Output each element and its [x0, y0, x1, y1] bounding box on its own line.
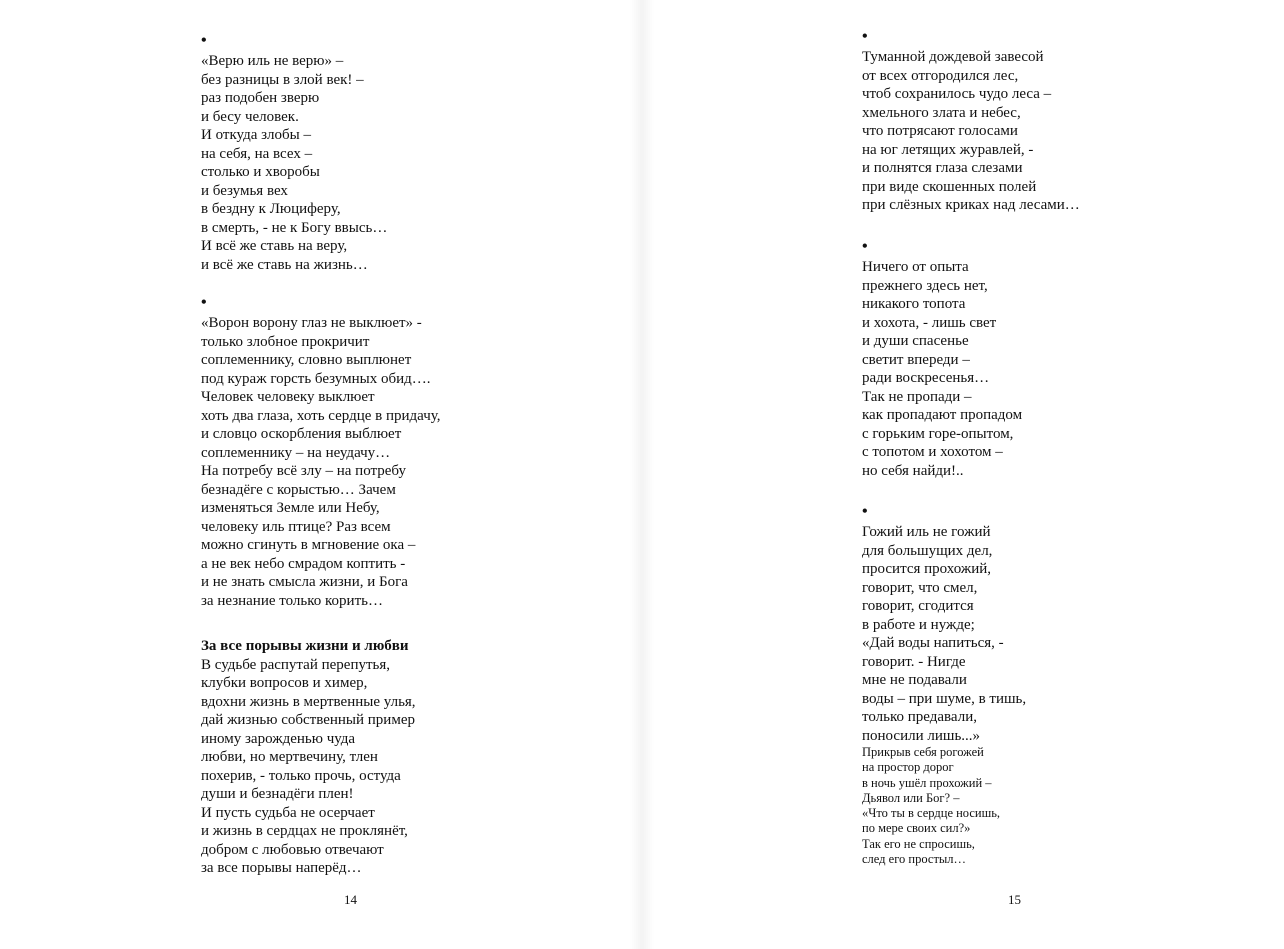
poem-line: за незнание только корить…: [201, 592, 383, 609]
poem-block: [862, 240, 1022, 480]
poem-block: [201, 637, 416, 878]
poem-line: похерив, - только прочь, остуда: [201, 767, 401, 784]
bullet-mark: •: [862, 503, 868, 520]
poem-line: столько и хворобы: [201, 164, 320, 180]
bullet-mark: •: [862, 28, 868, 45]
poem-block: [201, 296, 441, 610]
poem-line: Человек человеку выклюет: [201, 389, 375, 405]
poem-line: что потрясают голосами: [862, 123, 1018, 139]
poem-line: в ночь ушёл прохожий –: [862, 775, 992, 790]
poem-line: «Верю иль не верю» –: [201, 53, 344, 69]
poem-line: с топотом и хохотом –: [862, 444, 1003, 460]
poem-line: иному зарожденью чуда: [201, 730, 356, 747]
poem-line: прежнего здесь нет,: [862, 277, 988, 294]
poem-line: Так его не спросишь,: [862, 836, 975, 851]
poem-line: И откуда злобы –: [201, 127, 311, 143]
poem-line: в смерть, - не к Богу ввысь…: [201, 219, 388, 236]
poem-line: и всё же ставь на жизнь…: [201, 256, 368, 273]
poem-line: с горьким горе-опытом,: [862, 425, 1014, 442]
poem-line: На потребу всё злу – на потребу: [201, 463, 406, 479]
poem-line: говорит, сгодится: [862, 598, 974, 614]
poem-line: Гожий иль не гожий: [862, 524, 991, 540]
poem-line: «Ворон ворону глаз не выклюет» -: [201, 315, 422, 331]
poem-line: только предавали,: [862, 709, 977, 725]
poem-line: любви, но мертвечину, тлен: [201, 749, 378, 765]
poem-line: только злобное прокричит: [201, 333, 370, 350]
poem-line: след его простыл…: [862, 852, 967, 867]
poem-line: просится прохожий,: [862, 561, 992, 577]
poem-line: на простор дорог: [862, 760, 954, 775]
poem-line: Так не пропади –: [862, 388, 972, 405]
poem-line: вдохни жизнь в мертвенные улья,: [201, 693, 416, 710]
poem-line: В судьбе распутай перепутья,: [201, 656, 391, 673]
poem-line: в работе и нужде;: [862, 616, 975, 633]
poem-line: И пусть судьба не осерчает: [201, 804, 375, 821]
poem-title: За все порывы жизни и любви: [201, 638, 409, 654]
poem-line: но себя найди!..: [862, 462, 964, 479]
bullet-mark: •: [201, 294, 207, 311]
poem-line: безнадёге с корыстью… Зачем: [201, 481, 396, 498]
poem-line: добром с любовью отвечают: [201, 841, 384, 858]
poem-line: от всех отгородился лес,: [862, 67, 1019, 84]
poem-line: никакого топота: [862, 296, 966, 312]
bullet-mark: •: [862, 238, 868, 255]
poem-line: светит впереди –: [862, 351, 970, 368]
poem-line: под кураж горсть безумных обид….: [201, 370, 431, 387]
poem-line: воды – при шуме, в тишь,: [862, 690, 1027, 707]
poem-line: дай жизнью собственный пример: [201, 712, 415, 728]
poem-line: для большущих дел,: [862, 542, 993, 559]
poem-line: на юг летящих журавлей, -: [862, 141, 1034, 158]
poem-line: и души спасенье: [862, 333, 969, 349]
poem-line: по мере своих сил?»: [862, 821, 971, 836]
poem-line: при слёзных криках над лесами…: [862, 197, 1080, 213]
poem-block: [862, 505, 1026, 867]
poem-line: хоть два глаза, хоть сердце в придачу,: [201, 407, 441, 424]
poem-line: говорит. - Нигде: [862, 653, 966, 670]
poem-line: клубки вопросов и химер,: [201, 675, 368, 691]
poem-line: в бездну к Люциферу,: [201, 201, 341, 217]
poem-line: и хохота, - лишь свет: [862, 314, 997, 331]
poem-line: И всё же ставь на веру,: [201, 238, 348, 254]
poem-line: Прикрыв себя рогожей: [862, 745, 984, 759]
poem-line: души и безнадёги плен!: [201, 786, 354, 802]
poem-line: чтоб сохранилось чудо леса –: [862, 86, 1052, 102]
poem-block: [862, 30, 1080, 215]
poem-line: соплеменнику – на неудачу…: [201, 444, 391, 461]
poem-line: и бесу человек.: [201, 108, 299, 125]
poem-line: хмельного злата и небес,: [862, 104, 1021, 121]
poem-line: Дьявол или Бог? –: [862, 790, 960, 805]
bullet-mark: •: [201, 32, 207, 49]
poem-line: и полнятся глаза слезами: [862, 160, 1023, 176]
page-number: 14: [344, 892, 357, 907]
poem-line: без разницы в злой век! –: [201, 71, 364, 88]
poem-line: Ничего от опыта: [862, 259, 969, 275]
right-page: [642, 0, 1284, 949]
poem-line: говорит, что смел,: [862, 579, 978, 596]
poem-line: и словцо оскорбления выблюет: [201, 426, 402, 442]
poem-line: а не век небо смрадом коптить -: [201, 555, 406, 572]
poem-line: изменяться Земле или Небу,: [201, 500, 380, 516]
poem-line: за все порывы наперёд…: [201, 860, 362, 876]
poem-line: и не знать смысла жизни, и Бога: [201, 574, 408, 590]
poem-line: и безумья вех: [201, 182, 288, 199]
poem-line: на себя, на всех –: [201, 145, 313, 162]
poem-line: ради воскресенья…: [862, 370, 990, 386]
poem-line: «Дай воды напиться, -: [862, 635, 1004, 651]
poem-line: раз подобен зверю: [201, 90, 320, 106]
poem-line: поносили лишь...»: [862, 727, 981, 744]
page-number: 15: [1008, 892, 1021, 907]
poem-line: «Что ты в сердце носишь,: [862, 806, 1001, 821]
poem-line: человеку иль птице? Раз всем: [201, 518, 391, 535]
poem-line: Туманной дождевой завесой: [862, 49, 1044, 65]
poem-line: как пропадают пропадом: [862, 407, 1023, 423]
poem-line: при виде скошенных полей: [862, 178, 1037, 195]
poem-line: и жизнь в сердцах не проклянёт,: [201, 823, 408, 839]
poem-line: мне не подавали: [862, 672, 967, 688]
poem-block: [201, 34, 387, 274]
poem-line: соплеменнику, словно выплюнет: [201, 352, 412, 368]
poem-line: можно сгинуть в мгновение ока –: [201, 537, 416, 553]
